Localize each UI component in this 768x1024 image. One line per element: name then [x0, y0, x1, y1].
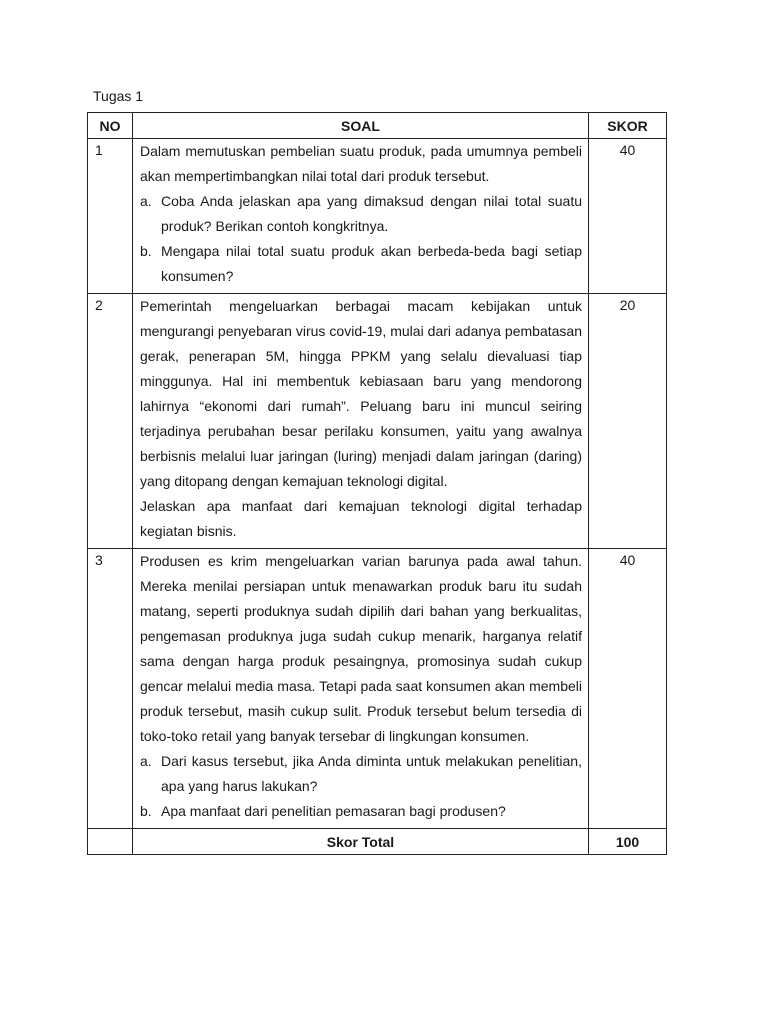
- sub-question: [140, 749, 582, 799]
- sub-question: [140, 799, 582, 824]
- header-row: [88, 113, 667, 139]
- total-row: [88, 829, 667, 855]
- question-score: 20: [589, 294, 667, 549]
- question-paragraph: Dalam memutuskan pembelian suatu produk, pada umumnya pembeli akan mempertimbangkan nilai total dari produk tersebut.: [140, 143, 582, 184]
- question-score: 40: [589, 139, 667, 294]
- question-row: [88, 294, 667, 549]
- header-soal: SOAL: [133, 113, 589, 139]
- assignment-table: [87, 112, 667, 855]
- sub-question-marker: b.: [140, 243, 152, 259]
- question-text-cell: [133, 139, 589, 294]
- sub-question-text: Mengapa nilai total suatu produk akan berbeda-beda bagi setiap konsumen?: [161, 243, 582, 284]
- sub-question-list: [140, 749, 582, 824]
- question-text-cell: [133, 294, 589, 549]
- sub-question-text: Apa manfaat dari penelitian pemasaran bagi produsen?: [161, 803, 506, 819]
- sub-question-marker: b.: [140, 803, 152, 819]
- question-row: [88, 549, 667, 829]
- question-paragraph: Jelaskan apa manfaat dari kemajuan teknologi digital terhadap kegiatan bisnis.: [140, 498, 582, 539]
- question-score: 40: [589, 549, 667, 829]
- sub-question-list: [140, 189, 582, 289]
- sub-question-text: Dari kasus tersebut, jika Anda diminta untuk melakukan penelitian, apa yang harus lakukan?: [161, 753, 582, 794]
- question-paragraph: Produsen es krim mengeluarkan varian barunya pada awal tahun. Mereka menilai persiapan untuk menawarkan produk baru itu sudah matang, seperti produknya sudah dipilih dari bahan yang berkualitas, pengemasan produknya juga sudah cukup menarik, harganya relatif sama dengan harga produk pesaingnya, promosinya sudah cukup gencar melalui media masa. Tetapi pada saat konsumen akan membeli produk tersebut, masih cukup sulit. Produk tersebut belum tersedia di toko-toko retail yang banyak tersebar di lingkungan konsumen.: [140, 553, 582, 744]
- total-label: Skor Total: [133, 829, 589, 855]
- sub-question-marker: a.: [140, 193, 152, 209]
- sub-question-text: Coba Anda jelaskan apa yang dimaksud dengan nilai total suatu produk? Berikan contoh kongkritnya.: [161, 193, 582, 234]
- sub-question-marker: a.: [140, 753, 152, 769]
- header-no: NO: [88, 113, 133, 139]
- question-text-cell: [133, 549, 589, 829]
- total-empty-cell: [88, 829, 133, 855]
- sub-question: [140, 189, 582, 239]
- question-paragraph: Pemerintah mengeluarkan berbagai macam kebijakan untuk mengurangi penyebaran virus covid-19, mulai dari adanya pembatasan gerak, penerapan 5M, hingga PPKM yang selalu dievaluasi tiap minggunya. Hal ini membentuk kebiasaan baru yang mendorong lahirnya “ekonomi dari rumah”. Peluang baru ini muncul seiring terjadinya perubahan besar perilaku konsumen, yaitu yang awalnya berbisnis melalui luar jaringan (luring) menjadi dalam jaringan (daring) yang ditopang dengan kemajuan teknologi digital.: [140, 298, 582, 489]
- question-row: [88, 139, 667, 294]
- total-value: 100: [589, 829, 667, 855]
- sub-question: [140, 239, 582, 289]
- header-skor: SKOR: [589, 113, 667, 139]
- question-number: 1: [88, 139, 133, 294]
- question-number: 3: [88, 549, 133, 829]
- question-number: 2: [88, 294, 133, 549]
- document-title: Tugas 1: [93, 88, 144, 104]
